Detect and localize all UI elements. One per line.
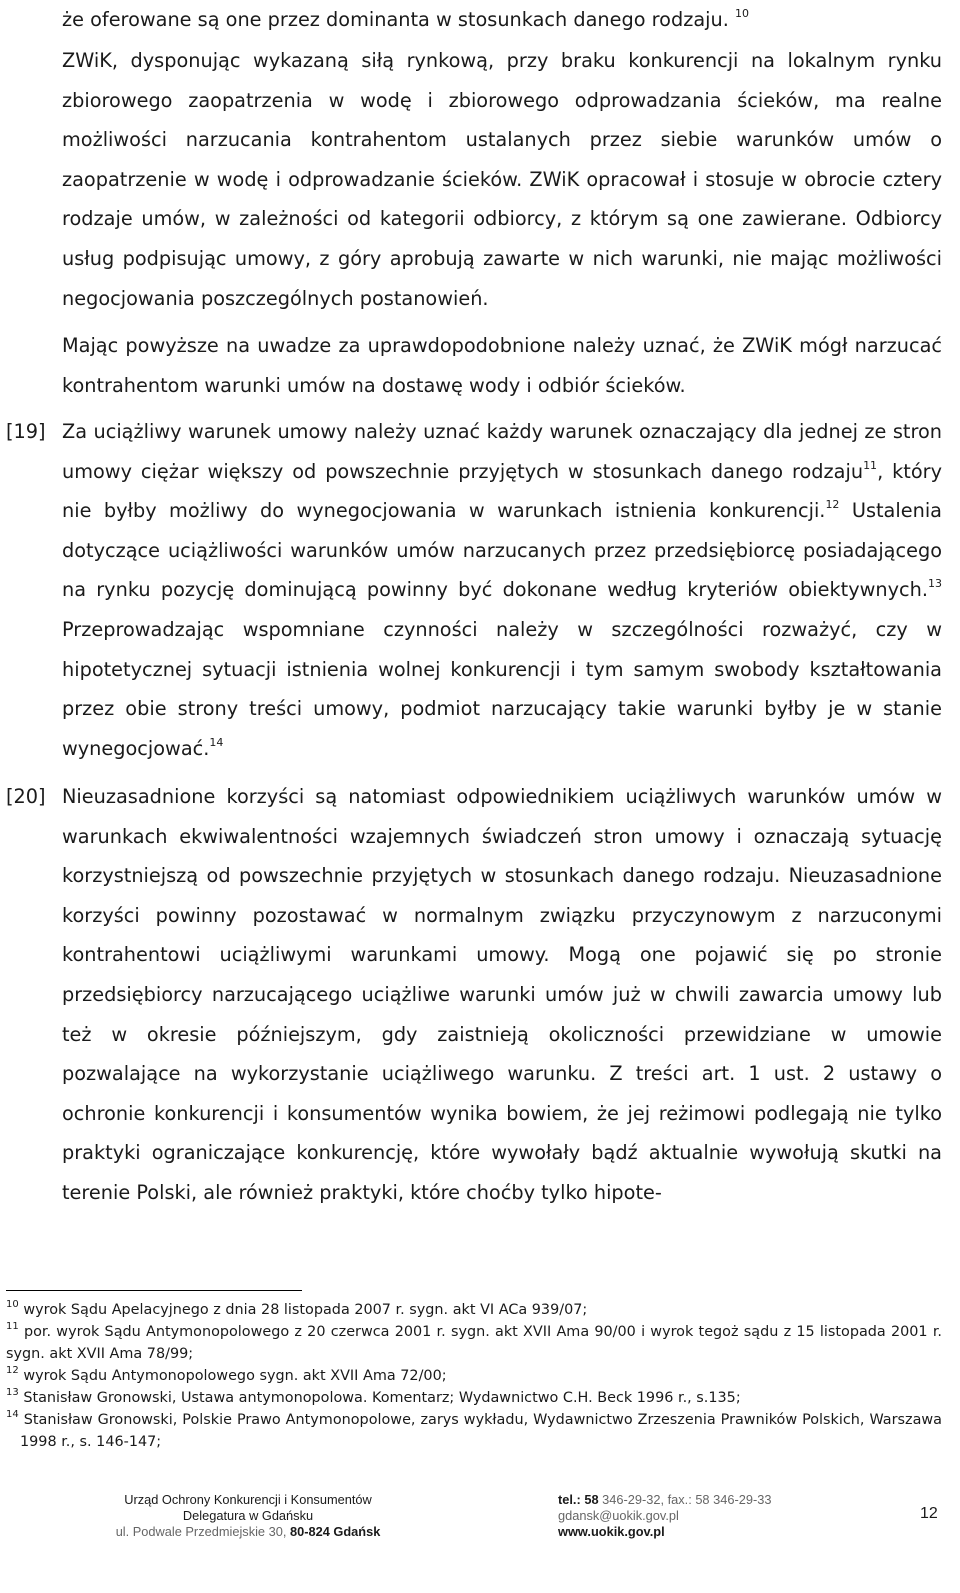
- paragraph-19: [62, 412, 942, 768]
- footnote-11: [6, 1321, 942, 1365]
- footer-office-name: Urząd Ochrony Konkurencji i Konsumentów: [124, 1492, 372, 1507]
- footer-delegation: Delegatura w Gdańsku: [182, 1508, 314, 1523]
- footnote-10: [6, 1299, 942, 1321]
- footer-website[interactable]: [558, 1524, 771, 1540]
- paragraph-continuation-text: że oferowane są one przez dominanta w stosunkach danego rodzaju.: [62, 8, 729, 31]
- footer-postal: 80-824 Gdańsk: [289, 1524, 381, 1539]
- footnote-text: Stanisław Gronowski, Ustawa antymonopolowa. Komentarz; Wydawnictwo C.H. Beck 1996 r., s.135;: [23, 1390, 741, 1406]
- paragraph-19-text-b: , który nie byłby możliwy do wynegocjowania w warunkach istnienia konkurencji.: [62, 459, 942, 523]
- footnote-number: 14: [6, 1409, 19, 1420]
- footnotes: [6, 1299, 942, 1453]
- footnote-number: 12: [6, 1365, 19, 1376]
- footer-office-address: [98, 1492, 398, 1540]
- footnote-text: wyrok Sądu Antymonopolowego sygn. akt XVII Ama 72/00;: [23, 1368, 447, 1384]
- footer-tel-label: tel.:: [558, 1492, 581, 1507]
- footnote-number: 11: [6, 1321, 19, 1332]
- footnote-separator: [6, 1290, 302, 1291]
- footnote-number: 10: [6, 1299, 19, 1310]
- footer-tel-rest: 346-29-32, fax.: 58 346-29-33: [602, 1492, 772, 1507]
- footnote-ref-11: 11: [863, 458, 878, 472]
- footnote-ref-13: 13: [928, 577, 942, 591]
- footer-street: ul. Podwale Przedmiejskie 30,: [115, 1524, 287, 1539]
- footnote-text: por. wyrok Sądu Antymonopolowego z 20 czerwca 2001 r. sygn. akt XVII Ama 90/00 i wyrok tegoż sądu z 15 listopada 2001 r. sygn. akt XVII Ama 78/99;: [6, 1324, 942, 1362]
- footer-website-text[interactable]: www.uokik.gov.pl: [558, 1524, 665, 1539]
- page-number: 12: [920, 1505, 938, 1522]
- paragraph-zwik-market-power: ZWiK, dysponując wykazaną siłą rynkową, przy braku konkurencji na lokalnym rynku zbiorowego zaopatrzenia w wodę i zbiorowego odprowadzania ścieków, ma realne możliwości narzucania kontrahentom ustalanych przez siebie warunków umów o zaopatrzenie w wodę i odprowadzanie ścieków. ZWiK opracował i stosuje w obrocie cztery rodzaje umów, w zależności od kategorii odbiorcy, z którym są one zawierane. Odbiorcy usług podpisując umowy, z góry aprobują zawarte w nich warunki, nie mając możliwości negocjowania poszczególnych postanowień.: [62, 49, 942, 310]
- paragraph-continuation: [62, 0, 942, 40]
- footer-contact: [558, 1492, 771, 1540]
- footnote-number: 13: [6, 1387, 19, 1398]
- footnote-12: [6, 1365, 942, 1387]
- paragraph-number-20: [20]: [6, 785, 46, 808]
- paragraph-conclusion: Mając powyższe na uwadze za uprawdopodobnione należy uznać, że ZWiK mógł narzucać kontrahentom warunki umów na dostawę wody i odbiór ścieków.: [62, 334, 942, 397]
- footer-street-address: [98, 1524, 398, 1540]
- footnote-text: Stanisław Gronowski, Polskie Prawo Antymonopolowe, zarys wykładu, Wydawnictwo Zrzeszenia Prawników Polskich, Warszawa 1998 r., s. 146-147;: [20, 1412, 942, 1450]
- footnote-13: [6, 1387, 942, 1409]
- footnote-14: [6, 1409, 942, 1453]
- footnote-ref-12: 12: [825, 498, 840, 512]
- footnote-text: wyrok Sądu Apelacyjnego z dnia 28 listopada 2007 r. sygn. akt VI ACa 939/07;: [23, 1302, 588, 1318]
- paragraph-19-text-d: Przeprowadzając wspomniane czynności należy w szczególności rozważyć, czy w hipotetycznej sytuacji istnienia wolnej konkurencji i tym samym swobody kształtowania przez obie strony treści umowy, podmiot narzucający takie warunki byłby je w stanie wynegocjować.: [62, 617, 942, 760]
- footer-phone: [558, 1492, 771, 1508]
- footer-email[interactable]: gdansk@uokik.gov.pl: [558, 1508, 679, 1523]
- paragraph-19-text-a: Za uciążliwy warunek umowy należy uznać każdy warunek oznaczający dla jednej ze stron umowy ciężar większy od powszechnie przyjętych w stosunkach danego rodzaju: [62, 420, 942, 483]
- footer-tel-prefix: 58: [584, 1492, 599, 1507]
- paragraph-20: Nieuzasadnione korzyści są natomiast odpowiednikiem uciążliwych warunków umów w warunkach ekwiwalentności wzajemnych świadczeń stron umowy i oznaczają sytuację korzystniejszą od powszechnie przyjętych w stosunkach danego rodzaju. Nieuzasadnione korzyści powinny pozostawać w normalnym związku przyczynowym z narzuconymi kontrahentowi uciążliwymi warunkami umowy. Mogą one pojawić się po stronie przedsiębiorcy narzucającego uciążliwe warunki umów już w chwili zawarcia umowy lub też w okresie późniejszym, gdy zaistnieją okoliczności przewidziane w umowie pozwalające na wykorzystanie uciążliwego warunku. Z treści art. 1 ust. 2 ustawy o ochronie konkurencji i konsumentów wynika bowiem, że jej reżimowi podlegają nie tylko praktyki ograniczające konkurencję, które wywołały bądź aktualnie wywołują skutki na terenie Polski, ale również praktyki, które choćby tylko hipote-: [62, 785, 942, 1204]
- paragraph-19-text-c: Ustalenia dotyczące uciążliwości warunków umów narzucanych przez przedsiębiorcę posiadającego na rynku pozycję dominującą powinny być dokonane według kryteriów obiektywnych.: [62, 499, 942, 602]
- paragraph-number-19: [19]: [6, 420, 46, 443]
- footnote-ref-14: 14: [209, 735, 224, 749]
- footnote-ref-10: 10: [735, 7, 749, 20]
